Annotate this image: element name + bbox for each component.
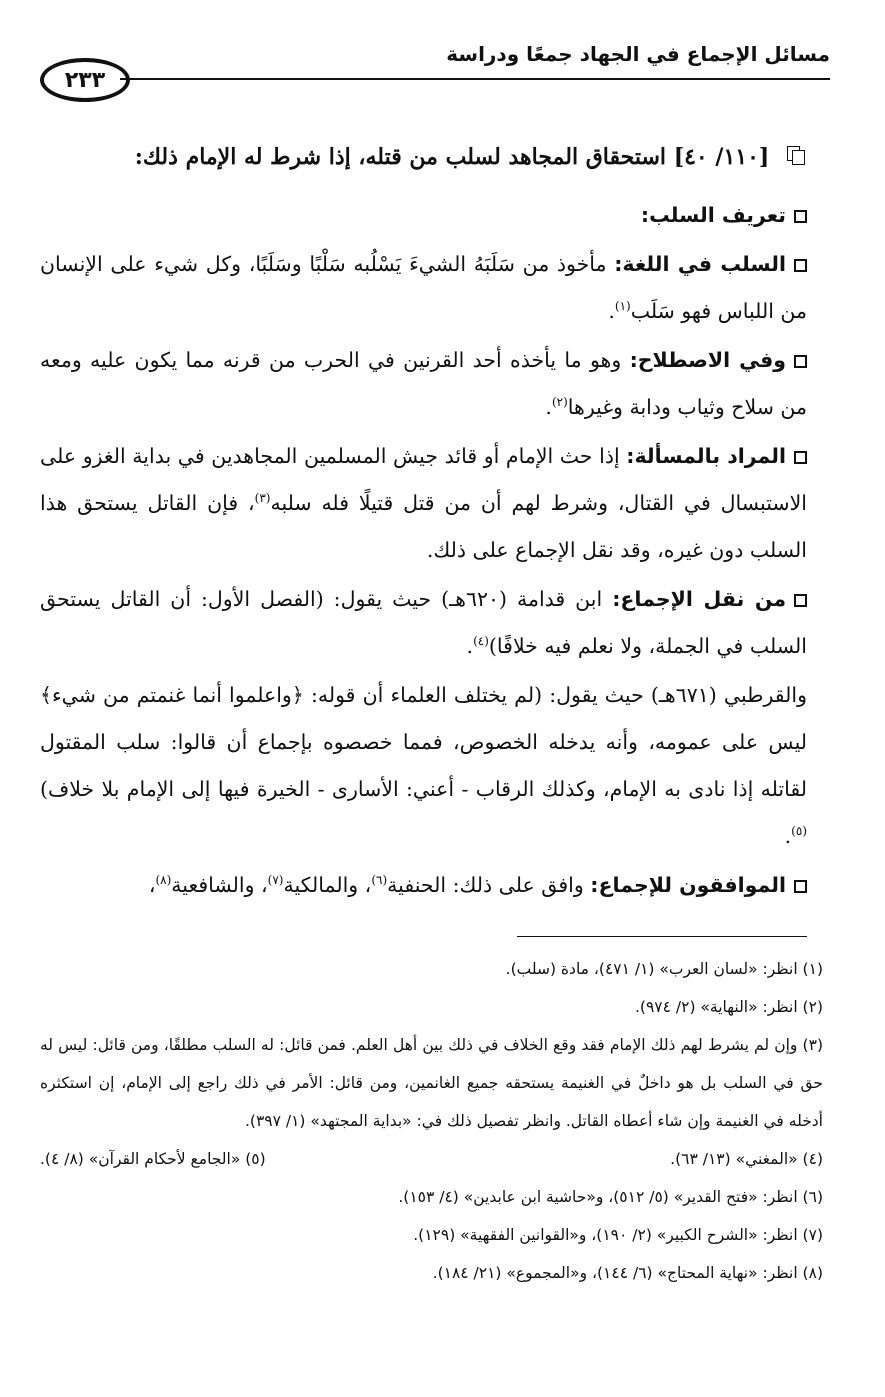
section-text: ابن قدامة (٦٢٠هـ) حيث يقول: (الفصل الأول: أن القاتل يستحق السلب في الجملة، ولا نعلم فيه خلافًا) (40, 587, 807, 658)
section-tail: . (466, 634, 474, 658)
section-term: السلب في اللغة: (614, 252, 786, 276)
footnote-8: (٨) انظر: «نهاية المحتاج» (٦/ ١٤٤)، و«المجموع» (٢١/ ١٨٤). (432, 1264, 823, 1282)
section-tail: . (545, 395, 552, 419)
section-term: تعريف السلب: (640, 203, 786, 227)
footnote-ref: (٣) (254, 491, 271, 506)
qurtubi-text: والقرطبي (٦٧١هـ) حيث يقول: (لم يختلف العلماء أن قوله: ﴿واعلموا أنما غنمتم من شيء﴾ ليس على عمومه، وأنه يدخله الخصوص، فمما خصصوه بإجماع أن قالوا: سلب المقتول لقاتله إذا نادى به الإمام، وكذلك الرقاب - أعني: الأسارى - الخيرة فيها إلى الإمام بلا خلاف) (40, 683, 807, 801)
section-term: وفي الاصطلاح: (629, 348, 786, 372)
section-text: مأخوذ من سَلَبَهُ الشيءَ يَسْلُبه سَلْبًا وسَلَبًا، وكل شيء على الإنسان من اللباس فهو سَلَب (40, 252, 807, 323)
running-title: مسائل الإجماع في الجهاد جمعًا ودراسة (446, 42, 830, 66)
agreeing-tail: ، (148, 873, 156, 897)
checkbox-square-icon (794, 259, 807, 272)
checkbox-square-icon (794, 355, 807, 368)
footnote-ref: (٢) (551, 395, 568, 410)
qurtubi-tail: . (784, 824, 792, 848)
footnote-2: (٢) انظر: «النهاية» (٢/ ٩٧٤). (635, 998, 823, 1016)
paragraph-agreeing (40, 862, 807, 909)
issue-title: استحقاق المجاهد لسلب من قتله، إذا شرط له الإمام ذلك: (134, 144, 667, 170)
footnote-ref: (٨) (155, 873, 172, 888)
issue-heading (40, 128, 807, 186)
checkbox-square-icon (794, 880, 807, 893)
footnote-1: (١) انظر: «لسان العرب» (١/ ٤٧١)، مادة (سلب). (505, 960, 823, 978)
issue-number: [١١٠/ ٤٠] (673, 144, 770, 170)
paragraph-intended (40, 433, 807, 574)
document-icon (787, 146, 807, 166)
footnote-row-4-5 (40, 1140, 823, 1178)
section-term: المراد بالمسألة: (626, 444, 786, 468)
footnotes (40, 950, 823, 1292)
paragraph-consensus-source (40, 576, 807, 670)
footnote-4: (٤) «المغني» (١٣/ ٦٣). (670, 1150, 823, 1168)
footnote-3: (٣) وإن لم يشرط لهم ذلك الإمام فقد وقع الخلاف في ذلك بين أهل العلم. فمن قائل: له السلب مطلقًا، ومن قائل: ليس له حق في السلب بل هو داخلٌ في الغنيمة يستحقه جميع الغانمين، ومن قائل: الأمر في ذلك راجع إلى الإمام، إن استكثره أدخله في الغنيمة وإن شاء أعطاه القاتل. وانظر تفصيل ذلك في: «بداية المجتهد» (١/ ٣٩٧). (40, 1036, 823, 1130)
paragraph-linguistic (40, 241, 807, 335)
footnote-7: (٧) انظر: «الشرح الكبير» (٢/ ١٩٠)، و«القوانين الفقهية» (١٢٩). (413, 1226, 823, 1244)
section-tail: . (608, 299, 615, 323)
section-term: الموافقون للإجماع: (590, 873, 786, 897)
agreeing-text: ، والمالكية (283, 873, 372, 897)
section-text: وهو ما يأخذه أحد القرنين في الحرب من قرنه مما يكون عليه ومعه من سلاح وثياب ودابة وغيرها (40, 348, 807, 419)
page-number: ٢٣٣ (40, 58, 130, 102)
checkbox-square-icon (794, 451, 807, 464)
header-rule (120, 78, 830, 80)
definition-heading (40, 192, 807, 239)
checkbox-square-icon (794, 210, 807, 223)
paragraph-technical (40, 337, 807, 431)
agreeing-text: ، والشافعية (171, 873, 268, 897)
footnote-ref: (٤) (473, 634, 489, 649)
paragraph-qurtubi (40, 672, 807, 860)
section-text: إذا حث الإمام أو قائد جيش المسلمين المجاهدين في بداية الغزو على الاستبسال في القتال، وشرط لهم أن من قتل قتيلًا فله سلبه (40, 444, 807, 515)
footnote-5: (٥) «الجامع لأحكام القرآن» (٨/ ٤). (40, 1150, 266, 1168)
section-tail: ، فإن القاتل يستحق هذا السلب دون غيره، وقد نقل الإجماع على ذلك. (40, 491, 807, 562)
footnote-separator (517, 936, 807, 937)
section-term: من نقل الإجماع: (612, 587, 787, 611)
main-text (40, 128, 807, 911)
footnote-ref: (٦) (371, 873, 388, 888)
footnote-ref: (١) (614, 299, 631, 314)
agreeing-text: وافق على ذلك: الحنفية (387, 873, 584, 897)
checkbox-square-icon (794, 594, 807, 607)
footnote-ref: (٥) (791, 824, 807, 839)
footnote-6: (٦) انظر: «فتح القدير» (٥/ ٥١٢)، و«حاشية ابن عابدين» (٤/ ١٥٣). (398, 1188, 823, 1206)
footnote-ref: (٧) (267, 873, 284, 888)
